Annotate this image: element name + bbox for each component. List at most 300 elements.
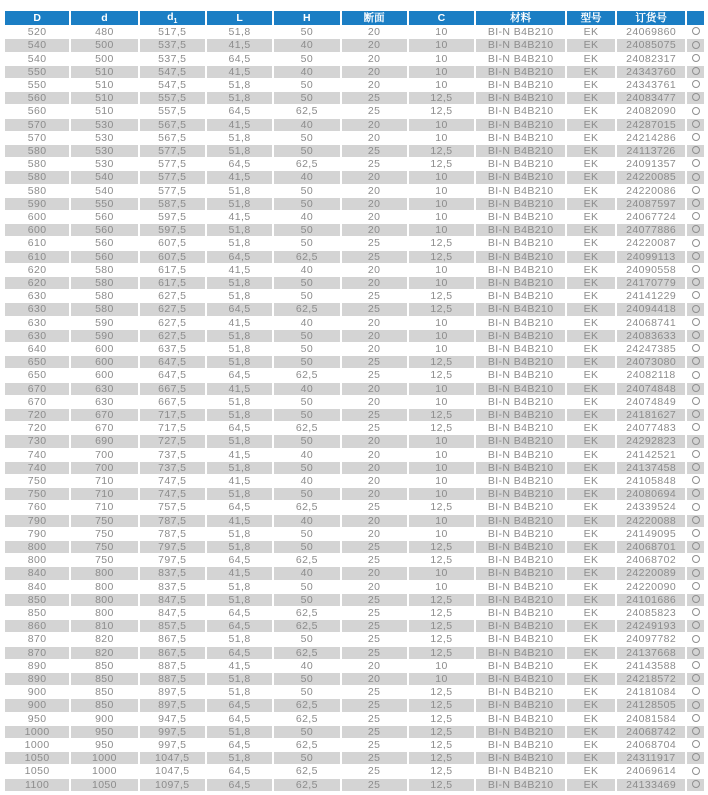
- cell-d1: 567,5: [140, 119, 205, 131]
- cell-d1: 747,5: [140, 475, 205, 487]
- circle-outline-icon[interactable]: [692, 54, 700, 62]
- cell-C: 12,5: [409, 158, 474, 170]
- cell-model: EK: [567, 409, 615, 421]
- cell-L: 41,5: [207, 660, 272, 672]
- table-header-row: [5, 11, 704, 25]
- cell-d: 710: [71, 475, 137, 487]
- cell-d1: 737,5: [140, 462, 205, 474]
- cell-material: BI-N B4B210: [476, 673, 565, 685]
- cell-material: BI-N B4B210: [476, 699, 565, 711]
- cell-C: 10: [409, 435, 474, 447]
- cell-C: 12,5: [409, 765, 474, 777]
- cell-d1: 557,5: [140, 92, 205, 104]
- cell-d1: 667,5: [140, 383, 205, 395]
- cell-order_no: 24220090: [617, 581, 685, 593]
- circle-outline-icon[interactable]: [692, 714, 700, 722]
- cell-model: EK: [567, 145, 615, 157]
- cell-C: 10: [409, 343, 474, 355]
- cell-material: BI-N B4B210: [476, 422, 565, 434]
- cell-H: 50: [274, 633, 339, 645]
- circle-outline-icon[interactable]: [692, 701, 700, 709]
- cell-section: 20: [342, 567, 407, 579]
- circle-outline-icon[interactable]: [692, 516, 700, 524]
- cell-H: 50: [274, 435, 339, 447]
- circle-outline-icon[interactable]: [692, 489, 700, 497]
- cell-H: 40: [274, 171, 339, 183]
- cell-material: BI-N B4B210: [476, 79, 565, 91]
- cell-C: 10: [409, 567, 474, 579]
- circle-outline-icon[interactable]: [692, 727, 700, 735]
- cell-order_no: 24091357: [617, 158, 685, 170]
- cell-d1: 597,5: [140, 211, 205, 223]
- circle-outline-icon[interactable]: [692, 648, 700, 656]
- cell-section: 25: [342, 699, 407, 711]
- cell-material: BI-N B4B210: [476, 211, 565, 223]
- cell-order_no: 24113726: [617, 145, 685, 157]
- circle-outline-icon[interactable]: [692, 278, 700, 286]
- cell-material: BI-N B4B210: [476, 119, 565, 131]
- cell-H: 50: [274, 290, 339, 302]
- cell-C: 10: [409, 79, 474, 91]
- circle-outline-icon[interactable]: [692, 93, 700, 101]
- cell-d: 580: [71, 303, 137, 315]
- circle-outline-icon[interactable]: [692, 212, 700, 220]
- cell-d1: 607,5: [140, 237, 205, 249]
- cell-order_no: 24080694: [617, 488, 685, 500]
- cell-D: 580: [5, 171, 69, 183]
- cell-d1: 577,5: [140, 171, 205, 183]
- cell-material: BI-N B4B210: [476, 105, 565, 117]
- cell-d1: 887,5: [140, 660, 205, 672]
- cell-select: [687, 581, 704, 593]
- cell-d1: 997,5: [140, 726, 205, 738]
- cell-L: 51,8: [207, 462, 272, 474]
- circle-outline-icon[interactable]: [692, 410, 700, 418]
- cell-H: 50: [274, 53, 339, 65]
- circle-outline-icon[interactable]: [692, 529, 700, 537]
- circle-outline-icon[interactable]: [692, 397, 700, 405]
- cell-model: EK: [567, 567, 615, 579]
- cell-model: EK: [567, 726, 615, 738]
- cell-section: 25: [342, 251, 407, 263]
- circle-outline-icon[interactable]: [692, 344, 700, 352]
- cell-D: 890: [5, 673, 69, 685]
- cell-section: 25: [342, 594, 407, 606]
- cell-H: 62,5: [274, 158, 339, 170]
- cell-section: 20: [342, 449, 407, 461]
- cell-d1: 587,5: [140, 198, 205, 210]
- cell-model: EK: [567, 581, 615, 593]
- cell-material: BI-N B4B210: [476, 620, 565, 632]
- cell-d: 700: [71, 462, 137, 474]
- cell-material: BI-N B4B210: [476, 409, 565, 421]
- cell-d1: 617,5: [140, 264, 205, 276]
- circle-outline-icon[interactable]: [692, 503, 700, 511]
- cell-d1: 737,5: [140, 449, 205, 461]
- circle-outline-icon[interactable]: [692, 357, 700, 365]
- cell-d: 540: [71, 185, 137, 197]
- cell-H: 62,5: [274, 647, 339, 659]
- cell-L: 51,8: [207, 290, 272, 302]
- circle-outline-icon[interactable]: [692, 621, 700, 629]
- circle-outline-icon[interactable]: [692, 635, 700, 643]
- circle-outline-icon[interactable]: [692, 608, 700, 616]
- circle-outline-icon[interactable]: [692, 331, 700, 339]
- cell-select: [687, 92, 704, 104]
- cell-select: [687, 567, 704, 579]
- cell-select: [687, 739, 704, 751]
- cell-model: EK: [567, 171, 615, 183]
- cell-d: 630: [71, 383, 137, 395]
- cell-section: 25: [342, 409, 407, 421]
- table-row: [5, 515, 704, 527]
- cell-L: 64,5: [207, 779, 272, 791]
- circle-outline-icon[interactable]: [692, 41, 700, 49]
- circle-outline-icon[interactable]: [692, 80, 700, 88]
- cell-d: 1000: [71, 752, 137, 764]
- cell-select: [687, 251, 704, 263]
- cell-H: 40: [274, 264, 339, 276]
- cell-L: 51,8: [207, 132, 272, 144]
- cell-order_no: 24090558: [617, 264, 685, 276]
- cell-H: 50: [274, 409, 339, 421]
- table-row: [5, 699, 704, 711]
- circle-outline-icon[interactable]: [692, 687, 700, 695]
- cell-d: 670: [71, 409, 137, 421]
- cell-material: BI-N B4B210: [476, 713, 565, 725]
- cell-H: 50: [274, 277, 339, 289]
- cell-H: 50: [274, 330, 339, 342]
- table-row: [5, 92, 704, 104]
- cell-select: [687, 554, 704, 566]
- cell-D: 760: [5, 501, 69, 513]
- cell-section: 20: [342, 396, 407, 408]
- cell-section: 25: [342, 779, 407, 791]
- cell-order_no: 24141229: [617, 290, 685, 302]
- cell-H: 62,5: [274, 620, 339, 632]
- cell-d1: 537,5: [140, 53, 205, 65]
- circle-outline-icon[interactable]: [692, 384, 700, 392]
- circle-outline-icon[interactable]: [692, 239, 700, 247]
- cell-C: 12,5: [409, 251, 474, 263]
- cell-material: BI-N B4B210: [476, 528, 565, 540]
- circle-outline-icon[interactable]: [692, 265, 700, 273]
- cell-material: BI-N B4B210: [476, 277, 565, 289]
- cell-order_no: 24074849: [617, 396, 685, 408]
- circle-outline-icon[interactable]: [692, 159, 700, 167]
- cell-L: 41,5: [207, 475, 272, 487]
- cell-d: 800: [71, 607, 137, 619]
- cell-order_no: 24069860: [617, 26, 685, 38]
- cell-D: 850: [5, 594, 69, 606]
- table-row: [5, 713, 704, 725]
- cell-material: BI-N B4B210: [476, 343, 565, 355]
- cell-C: 10: [409, 660, 474, 672]
- table-row: [5, 567, 704, 579]
- cell-d: 950: [71, 726, 137, 738]
- table-row: [5, 171, 704, 183]
- cell-material: BI-N B4B210: [476, 66, 565, 78]
- column-header-model: 型号: [567, 11, 615, 25]
- column-header-H: H: [274, 11, 339, 25]
- cell-C: 10: [409, 26, 474, 38]
- cell-select: [687, 145, 704, 157]
- cell-L: 51,8: [207, 224, 272, 236]
- circle-outline-icon[interactable]: [692, 450, 700, 458]
- cell-d: 530: [71, 145, 137, 157]
- cell-select: [687, 264, 704, 276]
- cell-d: 550: [71, 198, 137, 210]
- circle-outline-icon[interactable]: [692, 661, 700, 669]
- table-row: [5, 594, 704, 606]
- table-row: [5, 277, 704, 289]
- cell-select: [687, 290, 704, 302]
- cell-order_no: 24101686: [617, 594, 685, 606]
- cell-d1: 867,5: [140, 647, 205, 659]
- cell-model: EK: [567, 779, 615, 791]
- cell-material: BI-N B4B210: [476, 633, 565, 645]
- cell-section: 20: [342, 581, 407, 593]
- cell-select: [687, 449, 704, 461]
- cell-C: 12,5: [409, 594, 474, 606]
- cell-model: EK: [567, 554, 615, 566]
- table-row: [5, 462, 704, 474]
- cell-H: 62,5: [274, 554, 339, 566]
- cell-H: 50: [274, 237, 339, 249]
- cell-L: 41,5: [207, 119, 272, 131]
- cell-d: 480: [71, 26, 137, 38]
- cell-order_no: 24069614: [617, 765, 685, 777]
- cell-d1: 547,5: [140, 79, 205, 91]
- cell-d: 820: [71, 647, 137, 659]
- cell-d: 710: [71, 488, 137, 500]
- circle-outline-icon[interactable]: [692, 107, 700, 115]
- cell-material: BI-N B4B210: [476, 607, 565, 619]
- cell-D: 560: [5, 105, 69, 117]
- cell-material: BI-N B4B210: [476, 198, 565, 210]
- cell-L: 41,5: [207, 171, 272, 183]
- cell-d1: 577,5: [140, 185, 205, 197]
- cell-C: 10: [409, 475, 474, 487]
- cell-order_no: 24220087: [617, 237, 685, 249]
- cell-order_no: 24082090: [617, 105, 685, 117]
- table-row: [5, 356, 704, 368]
- cell-select: [687, 53, 704, 65]
- circle-outline-icon[interactable]: [692, 318, 700, 326]
- cell-material: BI-N B4B210: [476, 779, 565, 791]
- cell-L: 51,8: [207, 92, 272, 104]
- cell-select: [687, 752, 704, 764]
- table-row: [5, 541, 704, 553]
- table-body: [5, 26, 704, 791]
- cell-L: 41,5: [207, 211, 272, 223]
- cell-order_no: 24220088: [617, 515, 685, 527]
- cell-select: [687, 726, 704, 738]
- table-row: [5, 317, 704, 329]
- circle-outline-icon[interactable]: [692, 305, 700, 313]
- table-row: [5, 211, 704, 223]
- table-row: [5, 660, 704, 672]
- cell-model: EK: [567, 369, 615, 381]
- cell-select: [687, 119, 704, 131]
- circle-outline-icon[interactable]: [692, 767, 700, 775]
- circle-outline-icon[interactable]: [692, 542, 700, 550]
- cell-L: 51,8: [207, 752, 272, 764]
- circle-outline-icon[interactable]: [692, 199, 700, 207]
- cell-C: 12,5: [409, 726, 474, 738]
- cell-material: BI-N B4B210: [476, 145, 565, 157]
- cell-model: EK: [567, 158, 615, 170]
- cell-H: 50: [274, 581, 339, 593]
- circle-outline-icon[interactable]: [692, 753, 700, 761]
- cell-order_no: 24067724: [617, 211, 685, 223]
- circle-outline-icon[interactable]: [692, 555, 700, 563]
- cell-C: 10: [409, 39, 474, 51]
- cell-section: 25: [342, 633, 407, 645]
- cell-d: 850: [71, 660, 137, 672]
- cell-section: 25: [342, 713, 407, 725]
- circle-outline-icon[interactable]: [692, 582, 700, 590]
- circle-outline-icon[interactable]: [692, 27, 700, 35]
- table-row: [5, 409, 704, 421]
- cell-d1: 787,5: [140, 528, 205, 540]
- circle-outline-icon[interactable]: [692, 595, 700, 603]
- circle-outline-icon[interactable]: [692, 740, 700, 748]
- cell-L: 51,8: [207, 277, 272, 289]
- cell-section: 25: [342, 554, 407, 566]
- circle-outline-icon[interactable]: [692, 463, 700, 471]
- cell-d1: 797,5: [140, 541, 205, 553]
- cell-d: 750: [71, 541, 137, 553]
- table-row: [5, 237, 704, 249]
- cell-material: BI-N B4B210: [476, 726, 565, 738]
- cell-section: 20: [342, 26, 407, 38]
- cell-model: EK: [567, 330, 615, 342]
- cell-model: EK: [567, 251, 615, 263]
- circle-outline-icon[interactable]: [692, 674, 700, 682]
- circle-outline-icon[interactable]: [692, 569, 700, 577]
- circle-outline-icon[interactable]: [692, 371, 700, 379]
- cell-D: 720: [5, 409, 69, 421]
- circle-outline-icon[interactable]: [692, 437, 700, 445]
- cell-material: BI-N B4B210: [476, 356, 565, 368]
- cell-d: 700: [71, 449, 137, 461]
- cell-model: EK: [567, 475, 615, 487]
- cell-D: 790: [5, 528, 69, 540]
- cell-H: 40: [274, 211, 339, 223]
- table-row: [5, 752, 704, 764]
- cell-select: [687, 317, 704, 329]
- cell-L: 64,5: [207, 422, 272, 434]
- circle-outline-icon[interactable]: [692, 252, 700, 260]
- circle-outline-icon[interactable]: [692, 476, 700, 484]
- cell-L: 51,8: [207, 26, 272, 38]
- circle-outline-icon[interactable]: [692, 146, 700, 154]
- circle-outline-icon[interactable]: [692, 173, 700, 181]
- cell-d1: 627,5: [140, 303, 205, 315]
- cell-C: 12,5: [409, 422, 474, 434]
- cell-D: 630: [5, 290, 69, 302]
- cell-H: 40: [274, 515, 339, 527]
- cell-model: EK: [567, 713, 615, 725]
- circle-outline-icon[interactable]: [692, 120, 700, 128]
- circle-outline-icon[interactable]: [692, 423, 700, 431]
- cell-select: [687, 462, 704, 474]
- cell-H: 50: [274, 462, 339, 474]
- column-header-d: d: [71, 11, 137, 25]
- cell-C: 12,5: [409, 92, 474, 104]
- cell-section: 20: [342, 264, 407, 276]
- cell-section: 20: [342, 317, 407, 329]
- cell-section: 20: [342, 330, 407, 342]
- cell-D: 870: [5, 647, 69, 659]
- cell-order_no: 24343761: [617, 79, 685, 91]
- cell-model: EK: [567, 435, 615, 447]
- cell-order_no: 24073080: [617, 356, 685, 368]
- cell-d: 1000: [71, 765, 137, 777]
- cell-model: EK: [567, 224, 615, 236]
- circle-outline-icon[interactable]: [692, 67, 700, 75]
- cell-model: EK: [567, 620, 615, 632]
- cell-D: 900: [5, 686, 69, 698]
- cell-material: BI-N B4B210: [476, 541, 565, 553]
- cell-material: BI-N B4B210: [476, 554, 565, 566]
- cell-d1: 567,5: [140, 132, 205, 144]
- cell-select: [687, 779, 704, 791]
- cell-d1: 1097,5: [140, 779, 205, 791]
- cell-order_no: 24249193: [617, 620, 685, 632]
- cell-H: 40: [274, 317, 339, 329]
- cell-H: 50: [274, 356, 339, 368]
- circle-outline-icon[interactable]: [692, 133, 700, 141]
- cell-D: 1050: [5, 765, 69, 777]
- cell-D: 730: [5, 435, 69, 447]
- cell-d1: 757,5: [140, 501, 205, 513]
- cell-L: 51,8: [207, 633, 272, 645]
- cell-H: 62,5: [274, 699, 339, 711]
- cell-D: 620: [5, 277, 69, 289]
- cell-D: 540: [5, 39, 69, 51]
- cell-C: 10: [409, 528, 474, 540]
- cell-L: 64,5: [207, 620, 272, 632]
- table-row: [5, 369, 704, 381]
- cell-D: 580: [5, 158, 69, 170]
- cell-d: 690: [71, 435, 137, 447]
- circle-outline-icon[interactable]: [692, 291, 700, 299]
- cell-D: 860: [5, 620, 69, 632]
- cell-material: BI-N B4B210: [476, 330, 565, 342]
- cell-D: 750: [5, 488, 69, 500]
- cell-d: 510: [71, 92, 137, 104]
- cell-select: [687, 237, 704, 249]
- cell-order_no: 24082317: [617, 53, 685, 65]
- circle-outline-icon[interactable]: [692, 780, 700, 788]
- cell-material: BI-N B4B210: [476, 739, 565, 751]
- table-row: [5, 185, 704, 197]
- circle-outline-icon[interactable]: [692, 186, 700, 194]
- cell-select: [687, 541, 704, 553]
- cell-select: [687, 79, 704, 91]
- cell-d: 600: [71, 369, 137, 381]
- cell-model: EK: [567, 383, 615, 395]
- cell-d: 500: [71, 53, 137, 65]
- cell-order_no: 24181084: [617, 686, 685, 698]
- cell-select: [687, 660, 704, 672]
- cell-d: 850: [71, 673, 137, 685]
- cell-material: BI-N B4B210: [476, 462, 565, 474]
- circle-outline-icon[interactable]: [692, 225, 700, 233]
- cell-C: 10: [409, 317, 474, 329]
